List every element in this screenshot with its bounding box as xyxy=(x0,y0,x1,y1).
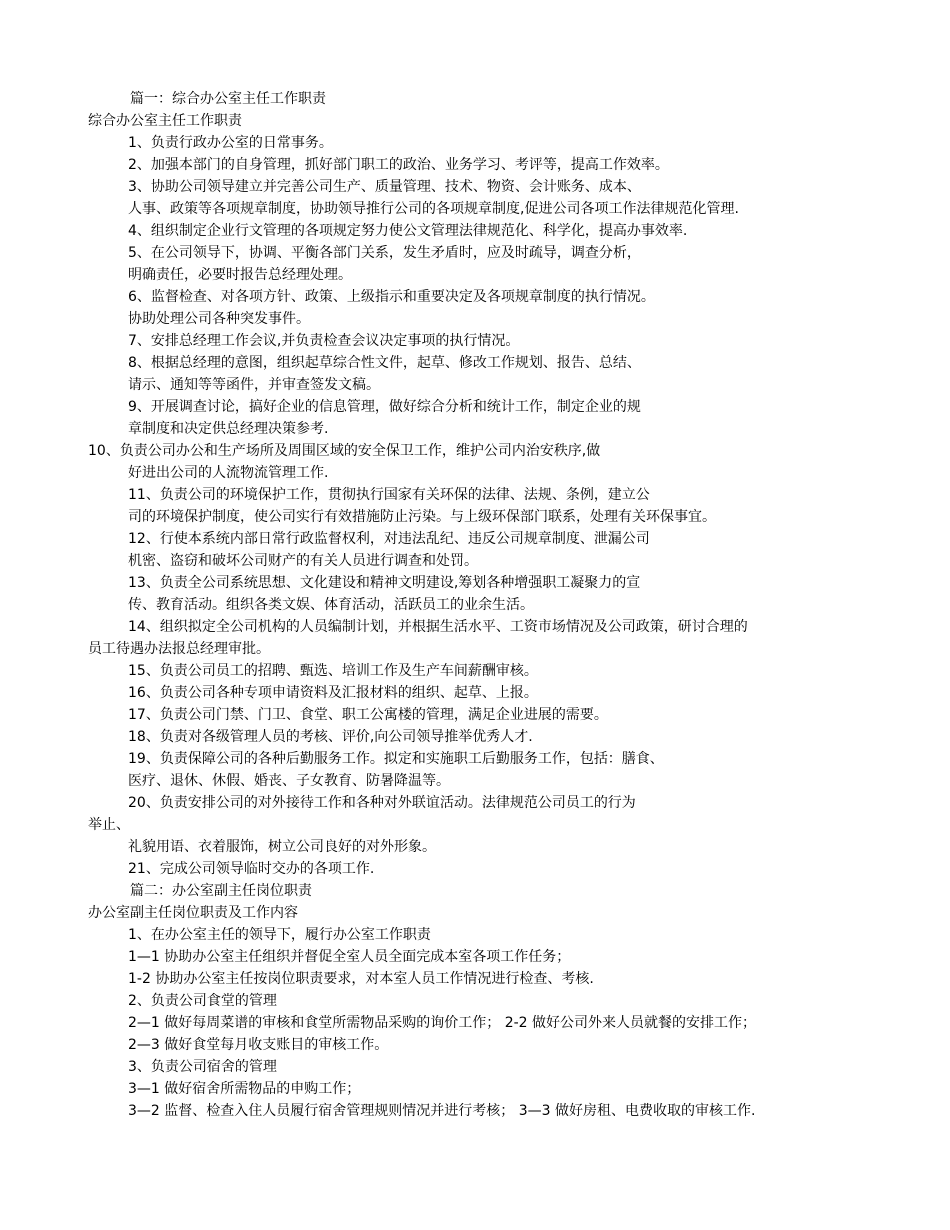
text-line: 2—3 做好食堂每月收支账目的审核工作。 xyxy=(128,1037,389,1053)
subheading: 办公室副主任岗位职责及工作内容 xyxy=(88,905,298,921)
text-line: 3、协助公司领导建立并完善公司生产、质量管理、技术、物资、会计账务、成本、 xyxy=(128,179,641,195)
text-line: 6、监督检查、对各项方针、政策、上级指示和重要决定及各项规章制度的执行情况。 xyxy=(128,289,655,305)
section-heading: 篇一：综合办公室主任工作职责 xyxy=(130,91,326,107)
text-line: 10、负责公司办公和生产场所及周围区域的安全保卫工作，维护公司内治安秩序,做 xyxy=(88,443,601,459)
text-line: 2—1 做好每周菜谱的审核和食堂所需物品采购的询价工作； 2-2 做好公司外来人员就餐的安排工作； xyxy=(128,1015,757,1031)
text-line: 1-2 协助办公室主任按岗位职责要求，对本室人员工作情况进行检查、考核. xyxy=(128,971,594,987)
section-heading: 篇二：办公室副主任岗位职责 xyxy=(130,883,312,899)
text-line: 18、负责对各级管理人员的考核、评价,向公司领导推举优秀人才. xyxy=(128,729,533,745)
text-line: 21、完成公司领导临时交办的各项工作. xyxy=(128,861,375,877)
subheading: 综合办公室主任工作职责 xyxy=(88,113,242,129)
text-line: 8、根据总经理的意图，组织起草综合性文件，起草、修改工作规划、报告、总结、 xyxy=(128,355,641,371)
text-line: 3、负责公司宿舍的管理 xyxy=(128,1059,277,1075)
text-line: 16、负责公司各种专项申请资料及汇报材料的组织、起草、上报。 xyxy=(128,685,538,701)
text-line: 1、负责行政办公室的日常事务。 xyxy=(128,135,333,151)
text-line: 2、加强本部门的自身管理，抓好部门职工的政治、业务学习、考评等，提高工作效率。 xyxy=(128,157,669,173)
text-line: 章制度和决定供总经理决策参考. xyxy=(128,421,329,437)
text-line: 5、在公司领导下，协调、平衡各部门关系，发生矛盾时，应及时疏导，调查分析， xyxy=(128,245,641,261)
text-line: 14、组织拟定全公司机构的人员编制计划，并根据生活水平、工资市场情况及公司政策，研讨合理的 xyxy=(128,619,748,635)
text-line: 2、负责公司食堂的管理 xyxy=(128,993,277,1009)
text-line: 协助处理公司各种突发事件。 xyxy=(128,311,310,327)
text-line: 20、负责安排公司的对外接待工作和各种对外联谊活动。法律规范公司员工的行为 xyxy=(128,795,636,811)
text-line: 传、教育活动。组织各类文娱、体育活动，活跃员工的业余生活。 xyxy=(128,597,534,613)
text-line: 9、开展调查讨论，搞好企业的信息管理，做好综合分析和统计工作，制定企业的规 xyxy=(128,399,641,415)
text-line: 13、负责全公司系统思想、文化建设和精神文明建设,筹划各种增强职工凝聚力的宣 xyxy=(128,575,641,591)
text-line: 医疗、退休、休假、婚丧、子女教育、防暑降温等。 xyxy=(128,773,450,789)
text-line: 3—2 监督、检查入住人员履行宿舍管理规则情况并进行考核； 3—3 做好房租、电费收取的审核工作. xyxy=(128,1103,756,1119)
text-line: 好进出公司的人流物流管理工作. xyxy=(128,465,329,481)
text-line: 机密、盗窃和破坏公司财产的有关人员进行调查和处罚。 xyxy=(128,553,478,569)
text-line: 1—1 协助办公室主任组织并督促全室人员全面完成本室各项工作任务； xyxy=(128,949,571,965)
text-line: 司的环境保护制度，使公司实行有效措施防止污染。与上级环保部门联系，处理有关环保事宜。 xyxy=(128,509,716,525)
text-line: 3—1 做好宿舍所需物品的申购工作； xyxy=(128,1081,361,1097)
text-line: 礼貌用语、衣着服饰，树立公司良好的对外形象。 xyxy=(128,839,436,855)
text-line: 人事、政策等各项规章制度，协助领导推行公司的各项规章制度,促进公司各项工作法律规范化管理. xyxy=(128,201,739,217)
text-line: 12、行使本系统内部日常行政监督权利，对违法乱纪、违反公司规章制度、泄漏公司 xyxy=(128,531,650,547)
text-line: 15、负责公司员工的招聘、甄选、培训工作及生产车间薪酬审核。 xyxy=(128,663,538,679)
text-line: 明确责任，必要时报告总经理处理。 xyxy=(128,267,352,283)
text-line: 19、负责保障公司的各种后勤服务工作。拟定和实施职工后勤服务工作，包括：膳食、 xyxy=(128,751,664,767)
text-line: 4、组织制定企业行文管理的各项规定努力使公文管理法律规范化、科学化，提高办事效率. xyxy=(128,223,688,239)
text-line: 请示、通知等等函件，并审查签发文稿。 xyxy=(128,377,380,393)
text-line: 11、负责公司的环境保护工作，贯彻执行国家有关环保的法律、法规、条例，建立公 xyxy=(128,487,650,503)
text-line: 1、在办公室主任的领导下，履行办公室工作职责 xyxy=(128,927,431,943)
text-line: 举止、 xyxy=(88,817,130,833)
text-line: 17、负责公司门禁、门卫、食堂、职工公寓楼的管理，满足企业进展的需要。 xyxy=(128,707,608,723)
text-line: 7、安排总经理工作会议,并负责检查会议决定事项的执行情况。 xyxy=(128,333,520,349)
text-line: 员工待遇办法报总经理审批。 xyxy=(88,641,270,657)
